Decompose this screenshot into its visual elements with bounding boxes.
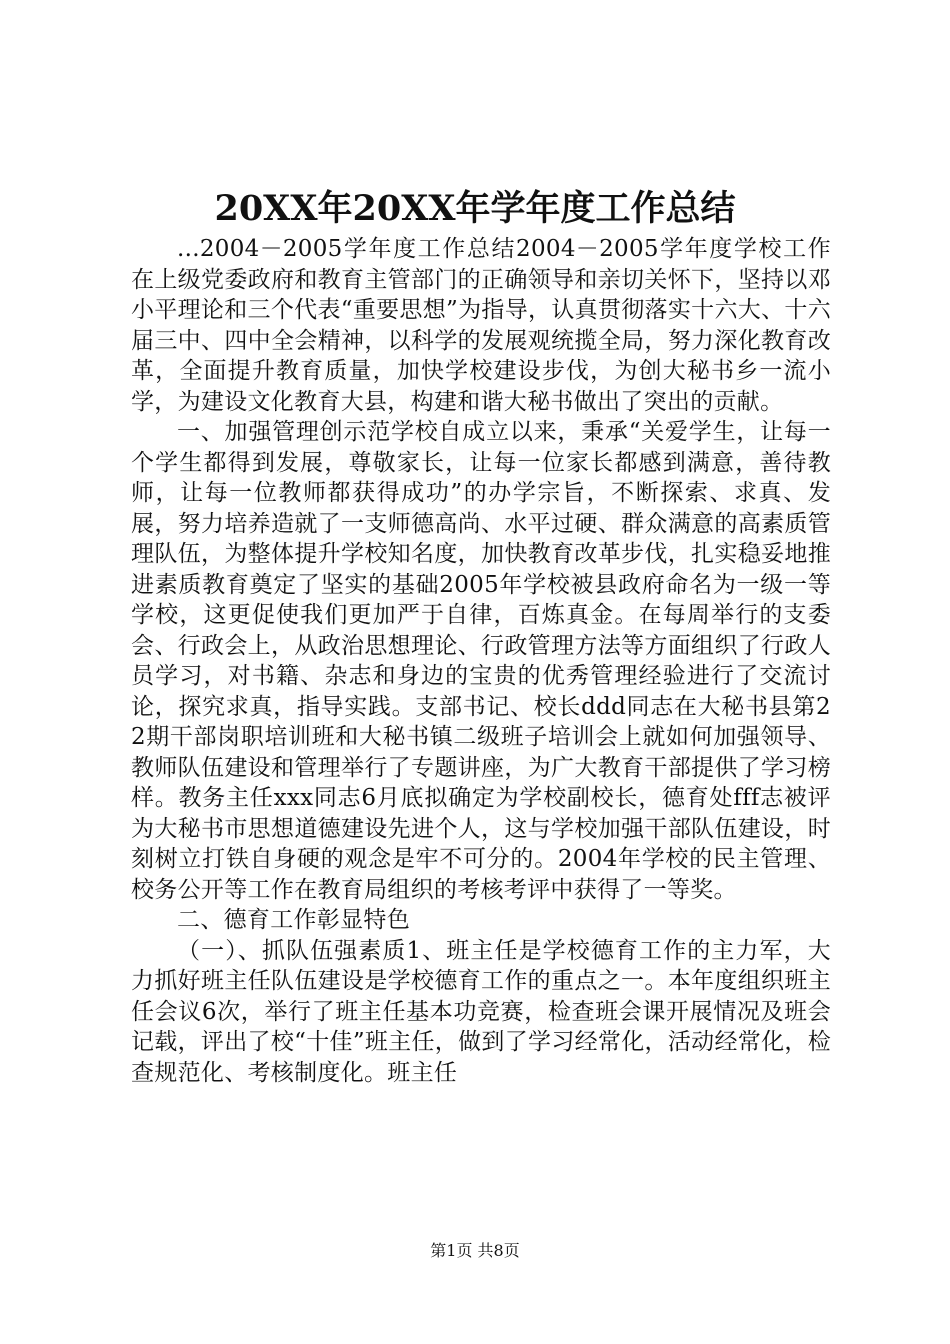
- document-title: 20XX年20XX年学年度工作总结: [214, 188, 736, 229]
- paragraph-management: 一、加强管理创示范学校自成立以来，秉承“关爱学生，让每一个学生都得到发展，尊敬家长，让每一位家长都感到满意，善待教师，让每一位教师都获得成功”的办学宗旨，不断探索、求真、发展，努力培养造就了一支师德高尚、水平过硬、群众满意的高素质管理队伍，为整体提升学校知名度，加快教育改革步伐，扎实稳妥地推进素质教育奠定了坚实的基础2005年学校被县政府命名为一级一等学校，这更促使我们更加严于自律，百炼真金。在每周举行的支委会、行政会上，从政治思想理论、行政管理方法等方面组织了行政人员学习，对书籍、杂志和身边的宝贵的优秀管理经验进行了交流讨论，探究求真，指导实践。支部书记、校长ddd同志在大秘书县第22期干部岗职培训班和大秘书镇二级班子培训会上就如何加强领导、教师队伍建设和管理举行了专题讲座，为广大教育干部提供了学习榜样。教务主任xxx同志6月底拟确定为学校副校长，德育处fff志被评为大秘书市思想道德建设先进个人，这与学校加强干部队伍建设，时刻树立打铁自身硬的观念是牢不可分的。2004年学校的民主管理、校务公开等工作在教育局组织的考核考评中获得了一等奖。: [131, 419, 831, 903]
- paragraph-intro: ...2004－2005学年度工作总结2004－2005学年度学校工作在上级党委政府和教育主管部门的正确领导和亲切关怀下，坚持以邓小平理论和三个代表“重要思想”为指导，认真贯彻落实十六大、十六届三中、四中全会精神，以科学的发展观统揽全局，努力深化教育改革，全面提升教育质量，加快学校建设步伐，为创大秘书乡一流小学，为建设文化教育大县，构建和谐大秘书做出了突出的贡献。: [131, 236, 831, 415]
- section-heading-moral-education: 二、德育工作彰显特色: [177, 907, 410, 933]
- paragraph-team-quality: （一）、抓队伍强素质1、班主任是学校德育工作的主力军，大力抓好班主任队伍建设是学校德育工作的重点之一。本年度组织班主任会议6次，举行了班主任基本功竞赛，检查班会课开展情况及班会记载，评出了校“十佳”班主任，做到了学习经常化，活动经常化，检查规范化、考核制度化。班主任: [131, 937, 831, 1086]
- page-footer: 第1页 共8页: [430, 1241, 520, 1260]
- document-body: [131, 234, 831, 1088]
